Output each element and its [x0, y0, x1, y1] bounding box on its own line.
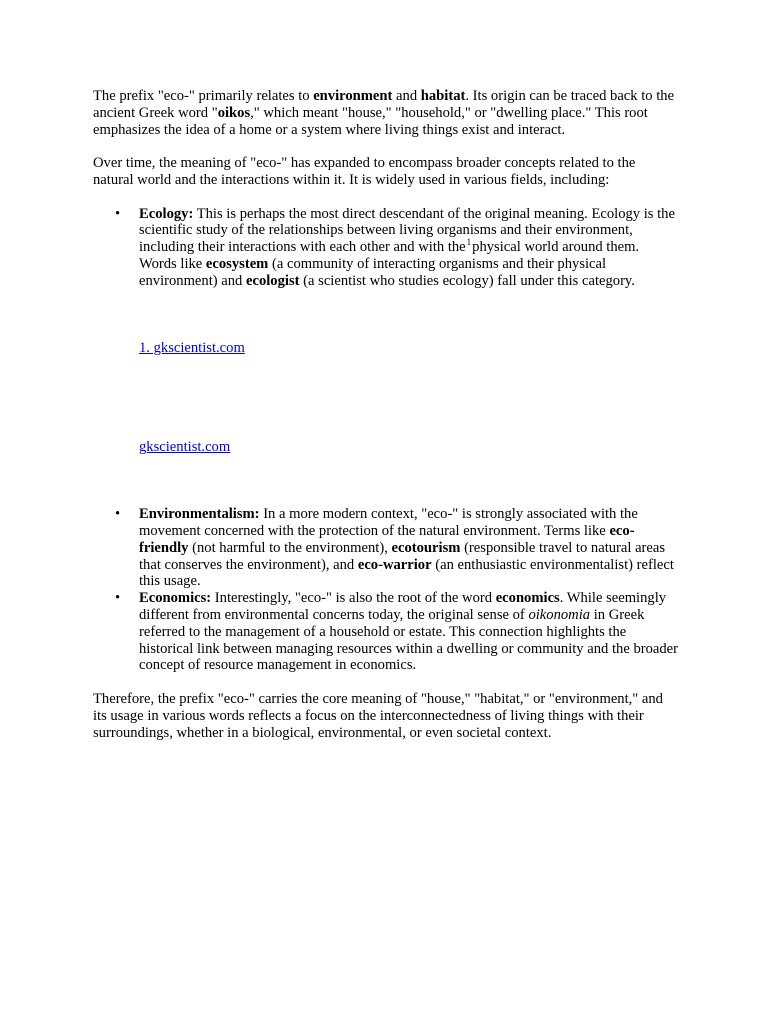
- spacer: [139, 290, 678, 340]
- term-ecotourism: ecotourism: [391, 539, 461, 556]
- term-economics: Economics:: [139, 590, 212, 607]
- term-ecosystem: ecosystem: [205, 255, 269, 272]
- source-link[interactable]: gkscientist.com: [139, 439, 231, 456]
- bullet-icon: •: [115, 506, 121, 523]
- term-economics-word: economics: [495, 590, 560, 607]
- conclusion-paragraph: Therefore, the prefix "eco-" carries the core meaning of "house," "habitat," or "environment," and its usage in various words reflects a focus on the interconnectedness of living things with their surroundings, whether in a biological, environmental, or even societal context.: [93, 690, 663, 741]
- spacer: [139, 356, 678, 439]
- fields-intro-paragraph: Over time, the meaning of "eco-" has expanded to encompass broader concepts related to the natural world and the interactions within it. It is widely used in various fields, including:: [93, 155, 636, 188]
- ecology-text: (a community of interacting organisms and their physical environment) and: [139, 255, 607, 289]
- economics-text: . While seemingly different from environmental concerns today, the original sense of: [139, 590, 667, 623]
- term-eco-warrior: eco-warrior: [357, 556, 432, 573]
- environmentalism-text: (responsible travel to natural areas that conserves the environment), and: [139, 539, 666, 573]
- bullet-icon: •: [115, 205, 121, 222]
- document-body: [93, 88, 678, 741]
- citation-marker[interactable]: 1: [466, 237, 472, 248]
- list-item-environmentalism: [93, 506, 678, 590]
- intro-text: The prefix "eco-" primarily relates to: [93, 88, 314, 104]
- bullet-icon: •: [115, 590, 121, 607]
- term-oikos: oikos: [217, 104, 251, 121]
- ecology-text: This is perhaps the most direct descendant of the original meaning. Ecology is the scientific study of the relationships between living organisms and their environment, including their interactions with each other and with the: [139, 205, 675, 256]
- intro-text: ," which meant "house," "household," or "dwelling place." This root emphasizes the idea of a home or a system where living things exist and interact.: [93, 104, 648, 138]
- fields-list: [93, 206, 678, 675]
- intro-text: . Its origin can be traced back to the ancient Greek word ": [93, 88, 675, 121]
- environmentalism-text: (an enthusiastic environmentalist) reflect this usage.: [139, 556, 674, 590]
- environmentalism-text: In a more modern context, "eco-" is strongly associated with the movement concerned with the protection of the natural environment. Terms like: [139, 506, 638, 539]
- term-ecologist: ecologist: [246, 272, 300, 289]
- term-oikonomia: oikonomia: [528, 606, 591, 623]
- intro-paragraph: [93, 88, 678, 138]
- spacer: [93, 674, 678, 691]
- environmentalism-text: (not harmful to the environment),: [188, 539, 392, 556]
- ecology-text: (a scientist who studies ecology) fall under this category.: [299, 272, 635, 289]
- ecology-text: physical world around them. Words like: [139, 239, 640, 272]
- source-link-numbered[interactable]: 1. gkscientist.com: [139, 339, 245, 356]
- spacer: [139, 456, 678, 506]
- term-ecology: Ecology:: [139, 205, 194, 222]
- term-eco-friendly: eco-friendly: [139, 522, 635, 556]
- intro-text: and: [392, 88, 421, 104]
- economics-text: in Greek referred to the management of a household or estate. This connection highlights the historical link between managing resources within a dwelling or community and the broader concept of resource management in economics.: [139, 606, 679, 674]
- term-environmentalism: Environmentalism:: [139, 506, 260, 523]
- economics-text: Interestingly, "eco-" is also the root of the word: [211, 590, 496, 607]
- list-item-ecology: [93, 206, 678, 507]
- term-environment: environment: [313, 88, 393, 104]
- list-item-economics: [93, 590, 678, 674]
- term-habitat: habitat: [420, 88, 466, 104]
